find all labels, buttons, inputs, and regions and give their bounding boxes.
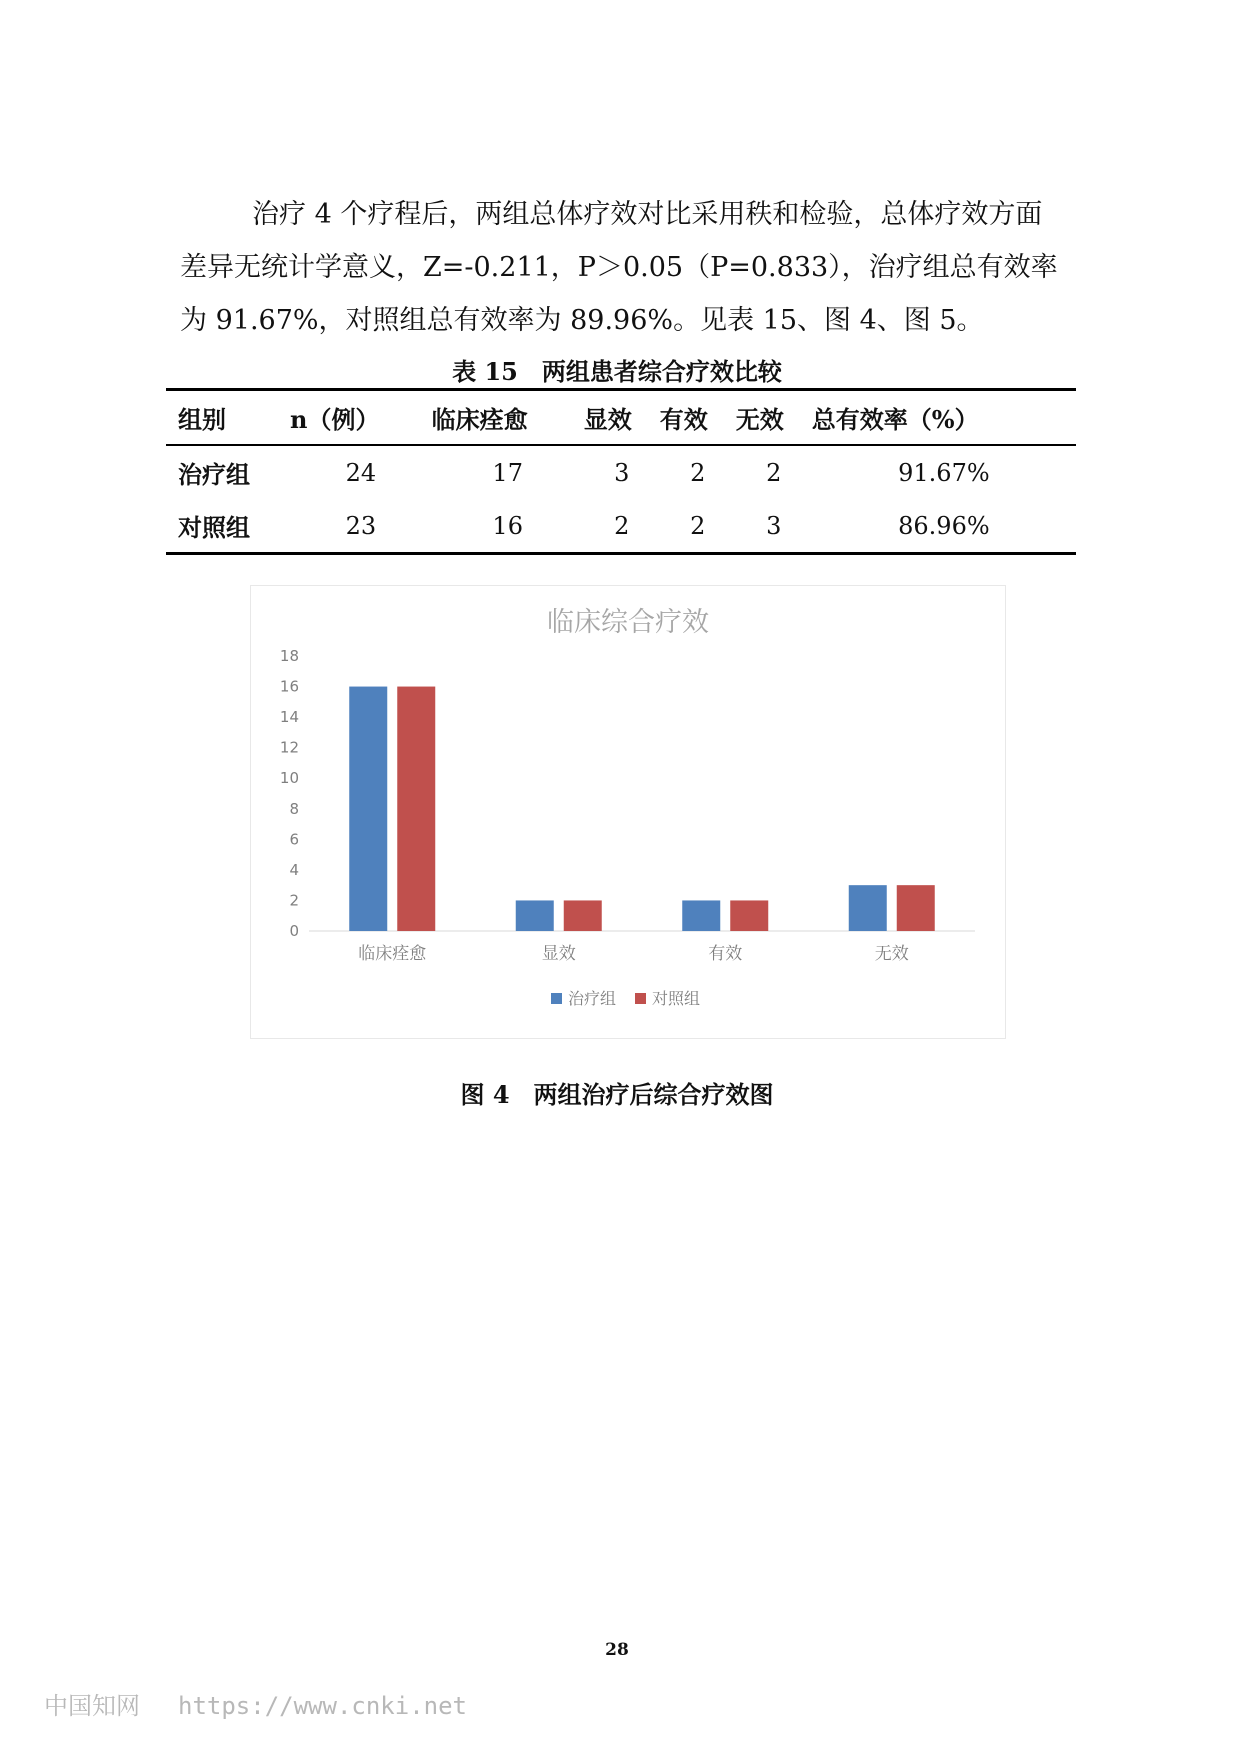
cell: 86.96%	[812, 499, 1076, 554]
legend-label: 治疗组	[568, 989, 617, 1008]
bar-control	[564, 900, 602, 931]
y-tick-label: 14	[279, 708, 299, 727]
x-tick-label: 临床痊愈	[358, 944, 427, 964]
bar-treatment	[516, 900, 554, 931]
footer-brand: 中国知网	[44, 1692, 140, 1720]
legend-label: 对照组	[652, 989, 701, 1008]
bar-chart	[251, 586, 1005, 1038]
header-cure: 临床痊愈	[432, 390, 584, 446]
bar-control	[730, 900, 768, 931]
paragraph-line-3: 为 91.67%，对照组总有效率为 89.96%。见表 15、图 4、图 5。	[180, 305, 984, 336]
paragraph-line-2: 差异无统计学意义，Z=-0.211，P＞0.05（P=0.833），治疗组总有效率	[180, 252, 1058, 283]
y-tick-label: 18	[279, 647, 299, 665]
cell: 2	[584, 499, 660, 554]
header-effective: 有效	[660, 390, 736, 446]
x-tick-label: 无效	[874, 944, 909, 964]
cell: 对照组	[166, 499, 290, 554]
header-ineffective: 无效	[736, 390, 812, 446]
y-tick-label: 4	[289, 860, 299, 879]
header-n: n（例）	[290, 390, 432, 446]
table-header-row	[166, 390, 1076, 446]
cell: 2	[690, 458, 706, 487]
cell: 3	[736, 499, 812, 554]
bar-chart-frame	[250, 585, 1006, 1039]
cell: 17	[492, 458, 523, 487]
header-group: 组别	[166, 390, 290, 446]
bar-control	[397, 687, 435, 931]
bar-treatment	[682, 900, 720, 931]
table-row	[166, 445, 1076, 499]
figure-caption: 图 4 两组治疗后综合疗效图	[460, 1080, 774, 1109]
page-number: 28	[605, 1640, 629, 1660]
bar-control	[897, 885, 935, 931]
cell: 2	[766, 458, 782, 487]
y-tick-label: 16	[279, 677, 299, 696]
chart-title: 临床综合疗效	[547, 607, 709, 638]
cell: 16	[432, 499, 584, 554]
bar-treatment	[349, 687, 387, 931]
table-caption: 表 15 两组患者综合疗效比较	[452, 357, 782, 386]
footer-watermark	[44, 1686, 467, 1721]
cell: 3	[614, 458, 630, 487]
y-tick-label: 12	[279, 738, 299, 757]
cell: 23	[290, 499, 432, 554]
cell: 24	[345, 458, 377, 487]
legend-swatch	[551, 993, 562, 1004]
efficacy-table	[166, 388, 1076, 555]
legend-swatch	[635, 993, 646, 1004]
table-row	[166, 499, 1076, 554]
y-tick-label: 8	[289, 799, 299, 818]
y-tick-label: 2	[289, 891, 299, 910]
body-paragraph	[180, 188, 1096, 347]
y-tick-label: 10	[279, 769, 299, 788]
cell: 治疗组	[178, 460, 250, 489]
y-tick-label: 0	[289, 922, 299, 940]
cell: 2	[660, 499, 736, 554]
bar-treatment	[849, 885, 887, 931]
header-marked: 显效	[584, 390, 660, 446]
header-total-rate: 总有效率（%）	[812, 390, 1076, 446]
x-tick-label: 显效	[541, 944, 576, 964]
y-tick-label: 6	[289, 830, 299, 849]
cell: 91.67%	[898, 458, 990, 487]
x-tick-label: 有效	[708, 944, 743, 964]
footer-url: https://www.cnki.net	[178, 1692, 467, 1720]
paragraph-line-1: 治疗 4 个疗程后，两组总体疗效对比采用秩和检验，总体疗效方面	[252, 199, 1043, 230]
